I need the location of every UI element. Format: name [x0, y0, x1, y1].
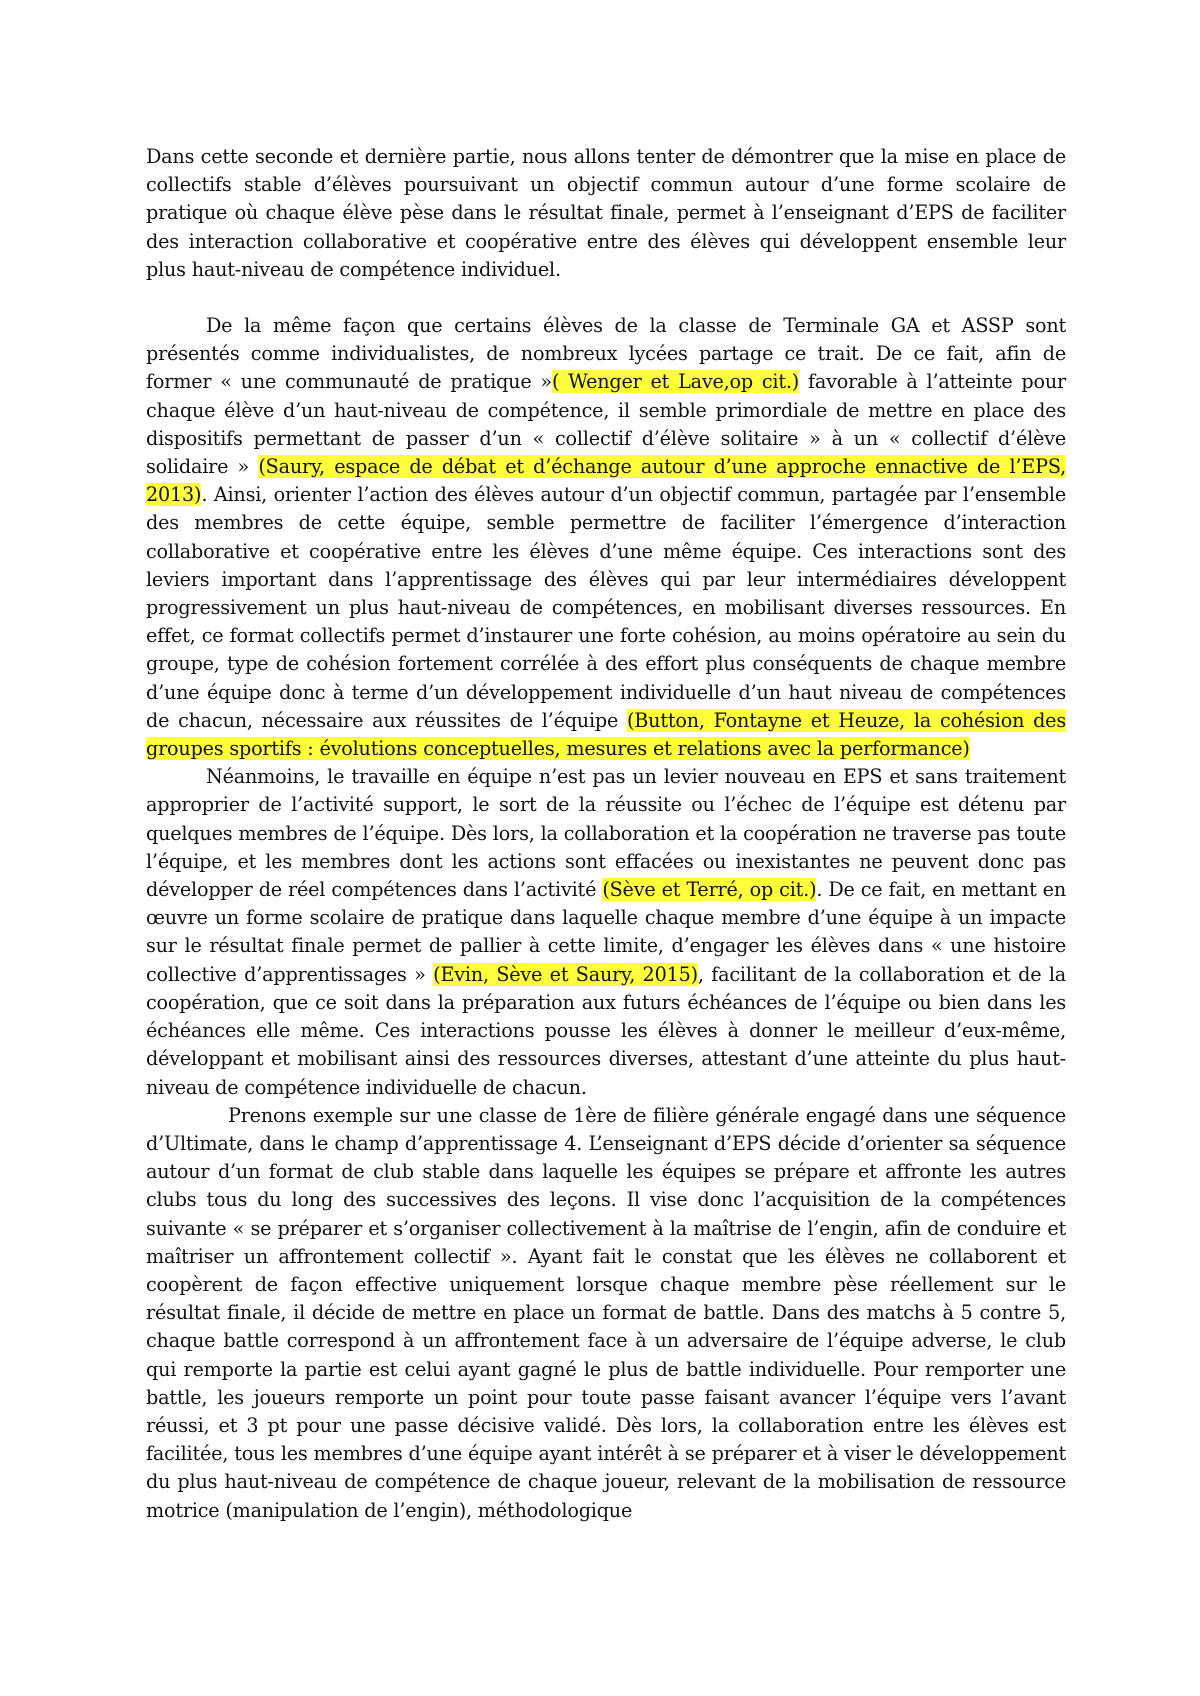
citation-highlight: ( Wenger et Lave,op cit.)	[551, 370, 800, 394]
citation-highlight: (Saury, espace de débat et d’échange autour d’une approche ennactive de l’EPS, 2013)	[146, 455, 1066, 507]
paragraph-cohesion	[146, 312, 1066, 763]
paragraph-text: favorable à l’atteinte pour chaque élève d’un haut-niveau de compétence, il semble primordiale de mettre en place des dispositifs permettant de passer d’un « collectif d’élève solitaire » à un « collectif d’élève solidaire »	[146, 370, 1066, 479]
paragraph-text: . De ce fait, en mettant en œuvre un forme scolaire de pratique dans laquelle chaque membre d’une équipe à un impacte sur le résultat finale permet de pallier à cette limite, d’engager les élèves dans « une histoire collective d’apprentissages »	[146, 878, 1066, 986]
citation-highlight: (Sève et Terré, op cit.)	[602, 878, 817, 902]
citation-highlight: (Button, Fontayne et Heuze, la cohésion des groupes sportifs : évolutions conceptuelles, mesures et relations avec la performance)	[146, 708, 1066, 761]
paragraph-intro: Dans cette seconde et dernière partie, nous allons tenter de démontrer que la mise en place de collectifs stable d’élèves poursuivant un objectif commun autour d’une forme scolaire de pratique où chaque élève pèse dans le résultat finale, permet à l’enseignant d’EPS de faciliter des interaction collaborative et coopérative entre des élèves qui développent ensemble leur plus haut-niveau de compétence individuel.	[146, 145, 1066, 281]
paragraph-text: Néanmoins, le travaille en équipe n’est pas un levier nouveau en EPS et sans traitement approprier de l’activité support, le sort de la réussite ou l’échec de l’équipe est détenu par quelques membres de l’équipe. Dès lors, la collaboration et la coopération ne traverse pas toute l’équipe, et les membres dont les actions sont effacées ou inexistantes ne peuvent donc pas développer de réel compétences dans l’activité	[146, 765, 1066, 902]
paragraph-text: De la même façon que certains élèves de la classe de Terminale GA et ASSP sont présentés comme individualistes, de nombreux lycées partage ce trait. De ce fait, afin de former « une communauté de pratique »	[146, 314, 1066, 394]
paragraph-text: . Ainsi, orienter l’action des élèves autour d’un objectif commun, partagée par l’ensemble des membres de cette équipe, semble permettre de faciliter l’émergence d’interaction collaborative et coopérative entre les élèves d’une même équipe. Ces interactions sont des leviers important dans l’apprentissage des élèves qui par leur intermédiaires développent progressivement un plus haut-niveau de compétences, en mobilisant diverses ressources. En effet, ce format collectifs permet d’instaurer une forte cohésion, au moins opératoire au sein du groupe, type de cohésion fortement corrélée à des effort plus conséquents de chaque membre d’une équipe donc à terme d’un développement individuelle d’un haut niveau de compétences de chacun, nécessaire aux réussites de l’équipe	[146, 483, 1066, 732]
document-body	[146, 143, 1066, 1525]
paragraph-limits	[146, 763, 1066, 1101]
paragraph-text: , facilitant de la collaboration et de la coopération, que ce soit dans la préparation aux futurs échéances de l’équipe ou bien dans les échéances elle même. Ces interactions pousse les élèves à donner le meilleur d’eux-même, développant et mobilisant ainsi des ressources diverses, attestant d’une atteinte du plus haut-niveau de compétence individuelle de chacun.	[146, 962, 1066, 1099]
paragraph-example: Prenons exemple sur une classe de 1ère de filière générale engagé dans une séquence d’Ultimate, dans le champ d’apprentissage 4. L’enseignant d’EPS décide d’orienter sa séquence autour d’un format de club stable dans laquelle les équipes se prépare et affronte les autres clubs tous du long des successives des leçons. Il vise donc l’acquisition de la compétences suivante « se préparer et s’organiser collectivement à la maîtrise de l’engin, afin de conduire et maîtriser un affrontement collectif ». Ayant fait le constat que les élèves ne collaborent et coopèrent de façon effective uniquement lorsque chaque membre pèse réellement sur le résultat finale, il décide de mettre en place un format de battle. Dans des matchs à 5 contre 5, chaque battle correspond à un affrontement face à un adversaire de l’équipe adverse, le club qui remporte la partie est celui ayant gagné le plus de battle individuelle. Pour remporter une battle, les joueurs remporte un point pour toute passe faisant avancer l’équipe vers l’avant réussi, et 3 pt pour une passe décisive validé. Dès lors, la collaboration entre les élèves est facilitée, tous les membres d’une équipe ayant intérêt à se préparer et à viser le développement du plus haut-niveau de compétence de chaque joueur, relevant de la mobilisation de ressource motrice (manipulation de l’engin), méthodologique	[146, 1103, 1066, 1522]
citation-highlight: (Evin, Sève et Saury, 2015)	[433, 962, 698, 986]
